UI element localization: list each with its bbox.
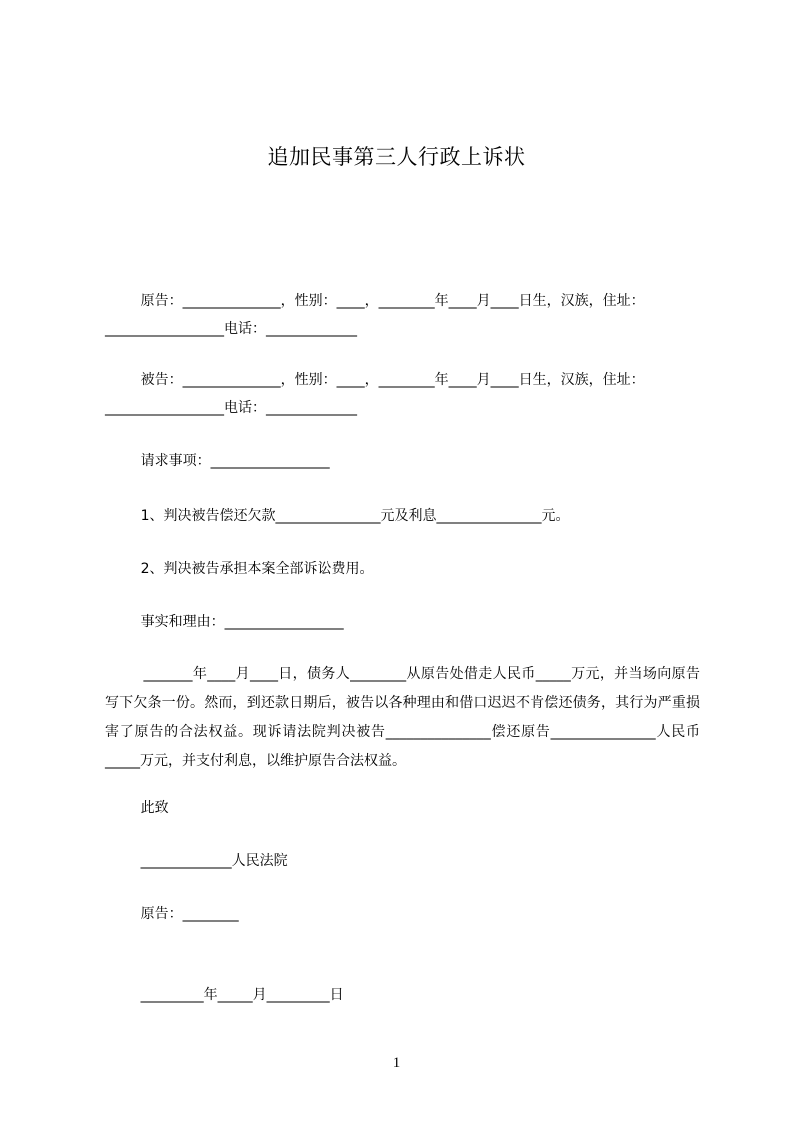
- plaintiff-line-1: 原告：______________，性别：____，________年____月____日生，汉族，住址：: [105, 293, 645, 309]
- defendant-line-1: 被告：______________，性别：____，________年____月____日生，汉族，住址：: [105, 372, 645, 388]
- facts-body: _______年____月____日，债务人________从原告处借走人民币_____万元，并当场向原告写下欠条一份。然而，到还款日期后，被告以各种理由和借口迟迟不肯偿还债务，其行为严重损害了原告的合法权益。现诉请法院判决被告_______________偿还原告_______________人民币_____万元，并支付利息，以维护原告合法权益。: [105, 666, 700, 769]
- claim-item-2: 2、判决被告承担本案全部诉讼费用。: [105, 561, 374, 577]
- plaintiff-line-2: _________________电话：_____________: [105, 321, 357, 337]
- document-title: 追加民事第三人行政上诉状: [267, 145, 526, 169]
- claim-item-1: 1、判决被告偿还欠款_______________元及利息_______________元。: [105, 508, 570, 524]
- page-number: 1: [392, 1055, 401, 1071]
- court-name: _____________人民法院: [105, 853, 288, 869]
- defendant-line-2: _________________电话：_____________: [105, 400, 357, 416]
- filing-date: _________年_____月_________日: [105, 987, 344, 1003]
- facts-label: 事实和理由：_________________: [105, 614, 344, 630]
- plaintiff-signature: 原告：________: [105, 906, 239, 922]
- salutation: 此致: [105, 800, 169, 816]
- claims-label: 请求事项：_________________: [105, 453, 330, 469]
